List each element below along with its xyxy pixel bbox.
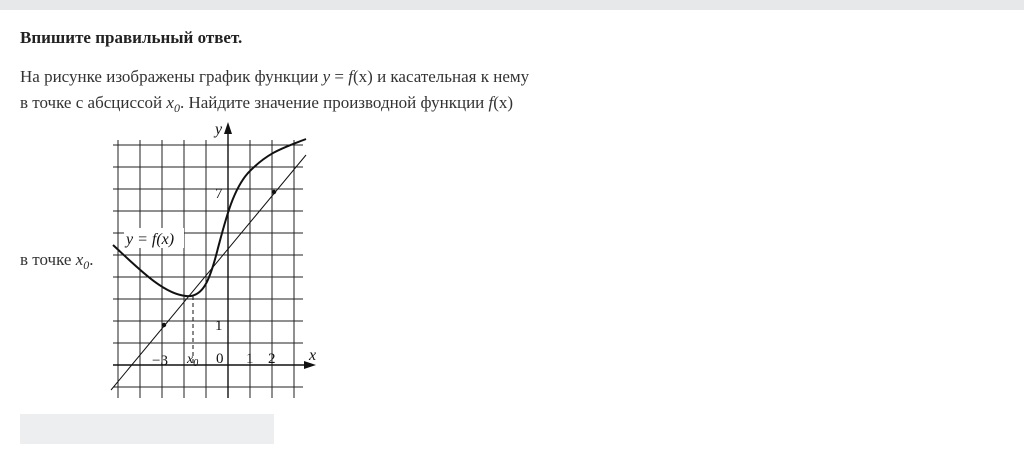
math-y: y: [322, 67, 331, 86]
function-label: y = f(x): [126, 231, 175, 248]
graph-svg: [108, 118, 323, 403]
task-text: . Найдите значение производной функции: [179, 93, 489, 112]
tick-label-1: 1: [215, 318, 223, 334]
task-text: На рисунке изображены график функции: [20, 67, 323, 86]
y-axis-label: y: [215, 121, 223, 138]
top-bar: [0, 0, 1024, 10]
tangent-point: [162, 323, 166, 327]
tick-label-minus3: −3: [152, 353, 168, 369]
math-x0: $x_0$: [75, 250, 90, 272]
math-fx: (x): [493, 93, 514, 112]
y-axis-arrow: [224, 122, 232, 134]
math-f: f: [348, 67, 353, 86]
task-text: и касательная к нему: [372, 67, 530, 86]
function-graph-figure: [108, 118, 323, 403]
tick-label-1-x: 1: [246, 351, 254, 367]
instruction-title: Впишите правильный ответ.: [20, 28, 243, 47]
task-text-line-1: [20, 67, 529, 87]
task-text-line-2: [20, 93, 513, 116]
tick-label-2: 2: [268, 351, 276, 367]
tick-label-7: 7: [215, 186, 223, 202]
task-text: в точке с абсциссой: [20, 93, 167, 112]
tick-label-x0: $x_0$: [187, 352, 199, 369]
answer-input[interactable]: [20, 414, 274, 444]
tangent-point: [272, 190, 276, 194]
task-text: .: [89, 250, 94, 269]
math-f: f: [488, 93, 494, 112]
task-text: в точке: [20, 250, 76, 269]
task-text-line-3: [20, 250, 94, 273]
tick-label-0: 0: [216, 351, 224, 367]
function-curve: [113, 139, 306, 296]
x-axis-label: x: [309, 347, 317, 364]
math-eq: =: [330, 67, 349, 86]
math-x0: $x_0$: [166, 93, 180, 115]
math-fx: (x): [352, 67, 373, 86]
